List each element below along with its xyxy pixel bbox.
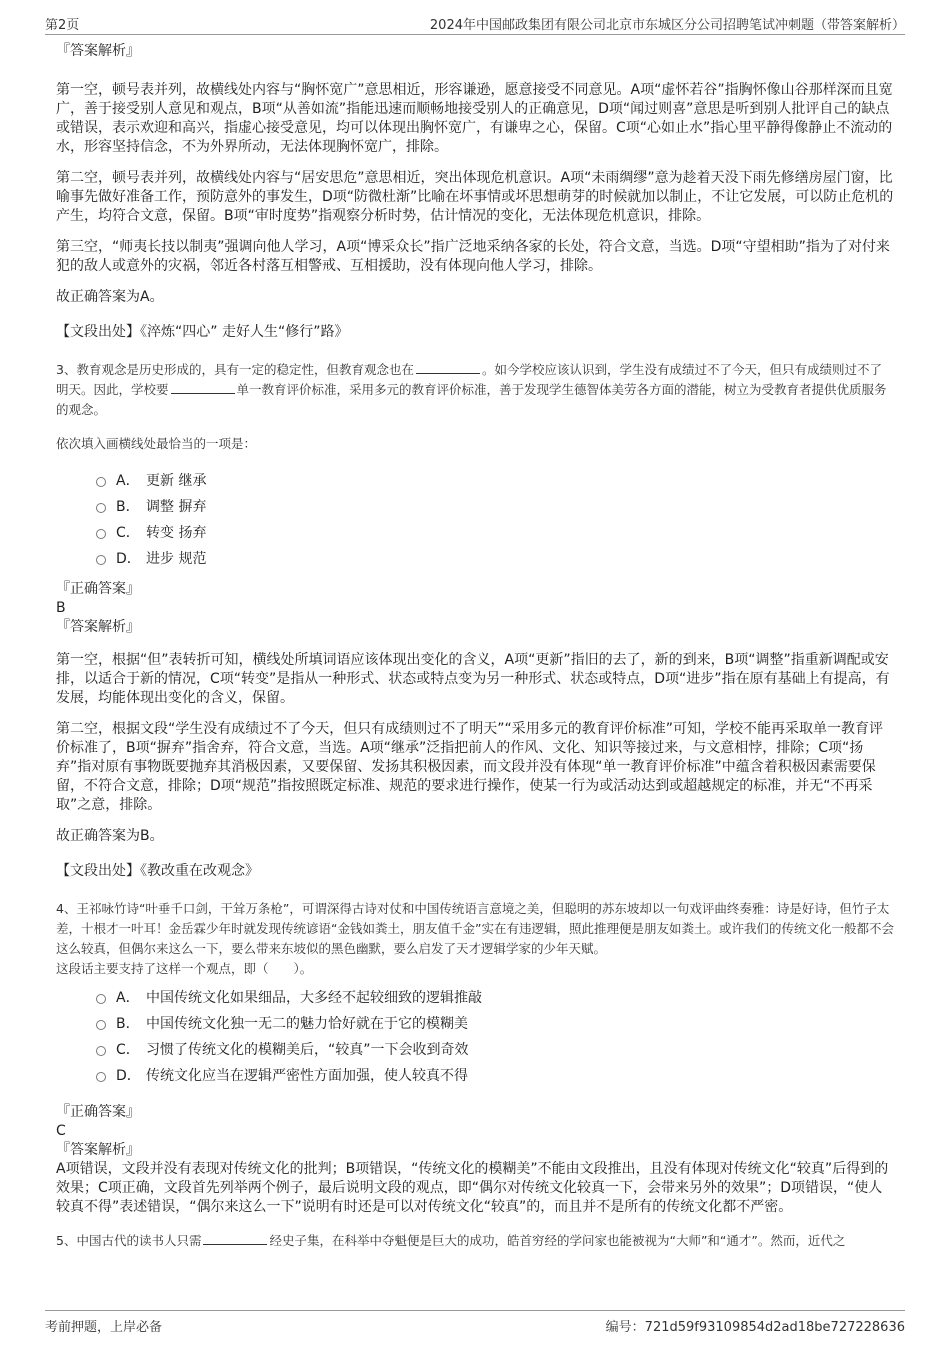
q2-conclusion: 故正确答案为A。 xyxy=(56,289,164,305)
q3-options xyxy=(56,468,894,572)
q2-source: 【文段出处】《淬炼“四心” 走好人生“修行”路》 xyxy=(56,324,349,340)
option-c[interactable]: C． 习惯了传统文化的模糊美后，“较真”一下会收到奇效 xyxy=(96,1037,894,1063)
option-d[interactable]: D． 传统文化应当在逻辑严密性方面加强，使人较真不得 xyxy=(96,1063,894,1089)
q3-conclusion: 故正确答案为B。 xyxy=(56,828,164,844)
radio-icon[interactable] xyxy=(96,503,106,513)
option-a[interactable]: A． 中国传统文化如果细品，大多经不起较细致的逻辑推敲 xyxy=(96,985,894,1011)
q3-analysis-p2: 第二空，根据文段“学生没有成绩过不了今天，但只有成绩则过不了明天”“采用多元的教育评价标准”可知，学校不能再采取单一教育评价标准了，B项“摒弃”指舍弃，符合文意，当选。A项“继承”泛指把前人的作风、文化、知识等接过来，与文意相悖，排除；C项“扬弃”指对原有事物既要抛弃其消极因素，又要保留、发扬其积极因素，而文段并没有体现“单一教育评价标准”中蕴含着积极因素需要保留，不符合文意，排除；D项“规范”指按照既定标准、规范的要求进行操作，使某一行为或活动达到或超越规定的标准，并无“不再采取”之意，排除。 xyxy=(56,721,884,813)
analysis-label: 『答案解析』 xyxy=(56,43,140,59)
q3-stem-part-a: 3、教育观念是历史形成的，具有一定的稳定性，但教育观念也在 xyxy=(56,362,414,377)
q4-prompt: 这段话主要支持了这样一个观点，即（ ）。 xyxy=(56,961,313,976)
page-header xyxy=(45,12,905,35)
correct-answer-label: 『正确答案』 xyxy=(56,1104,140,1120)
radio-icon[interactable] xyxy=(96,1020,106,1030)
q2-analysis-p2: 第二空，顿号表并列，故横线处内容与“居安思危”意思相近，突出体现危机意识。A项“未雨绸缪”意为趁着天没下雨先修缮房屋门窗，比喻事先做好准备工作，预防意外的事发生，D项“防微杜渐”比喻在坏事情或坏思想萌芽的时候就加以制止，不让它发展，可以防止危机的产生，均符合文意，保留。B项“审时度势”指观察分析时势，估计情况的变化，无法体现危机意识，排除。 xyxy=(56,170,894,224)
q2-analysis-p3: 第三空，“师夷长技以制夷”强调向他人学习，A项“博采众长”指广泛地采纳各家的长处，符合文意，当选。D项“守望相助”指为了对付来犯的敌人或意外的灾祸，邻近各村落互相警戒、互相援助，没有体现向他人学习，排除。 xyxy=(56,239,890,274)
fill-blank xyxy=(203,1232,267,1245)
document-id: 编号：721d59f93109854d2ad18be727228636 xyxy=(605,1320,905,1335)
q3-analysis-p1: 第一空，根据“但”表转折可知，横线处所填词语应该体现出变化的含义，A项“更新”指旧的去了，新的到来，B项“调整”指重新调配或安排，以适合于新的情况，C项“转变”是指从一种形式、状态或特点变为另一种形式、状态或特点，D项“进步”指在原有基础上有提高，有发展，均能体现出变化的含义，保留。 xyxy=(56,652,890,706)
option-a[interactable]: A． 更新 继承 xyxy=(96,468,894,494)
q5-stem-part-a: 5、中国古代的读书人只需 xyxy=(56,1233,202,1248)
q4-analysis: A项错误，文段并没有表现对传统文化的批判；B项错误，“传统文化的模糊美”不能由文段推出，且没有体现对传统文化“较真”后得到的效果；C项正确，文段首先列举两个例子，最后说明文段的观点，即“偶尔对传统文化较真一下，会带来另外的效果”；D项错误，“使人较真不得”表述错误，“偶尔来这么一下”说明有时还是可以对传统文化“较真”的，而且并不是所有的传统文化都不严密。 xyxy=(56,1161,889,1215)
radio-icon[interactable] xyxy=(96,994,106,1004)
q5-stem xyxy=(56,1231,894,1251)
radio-icon[interactable] xyxy=(96,1072,106,1082)
document-body xyxy=(56,42,894,1251)
q2-analysis-p1: 第一空，顿号表并列，故横线处内容与“胸怀宽广”意思相近，形容谦逊，愿意接受不同意见。A项“虚怀若谷”指胸怀像山谷那样深而且宽广，善于接受别人意见和观点，B项“从善如流”指能迅速而顺畅地接受别人的正确意见，D项“闻过则喜”意思是听到别人批评自己的缺点或错误，表示欢迎和高兴，指虚心接受意见，均可以体现出胸怀宽广，有谦卑之心，保留。C项“心如止水”指心里平静得像静止不流动的水，形容坚持信念，不为外界所动，无法体现胸怀宽广，排除。 xyxy=(56,82,893,155)
analysis-label: 『答案解析』 xyxy=(56,1142,140,1158)
q3-stem-part-b: 。如今学校应该认识到，学生没有成绩过不了今天，但只有成绩则过不了明天。因此，学校要 xyxy=(56,362,882,397)
option-c[interactable]: C． 转变 扬弃 xyxy=(96,520,894,546)
page-footer xyxy=(45,1310,905,1335)
fill-blank xyxy=(171,381,235,394)
q3-stem-part-c: 单一教育评价标准，采用多元的教育评价标准，善于发现学生德智体美劳各方面的潜能，树立为受教育者提供优质服务的观念。 xyxy=(56,382,887,417)
footer-slogan: 考前押题，上岸必备 xyxy=(45,1320,163,1335)
option-b[interactable]: B． 调整 摒弃 xyxy=(96,494,894,520)
document-title: 2024年中国邮政集团有限公司北京市东城区分公司招聘笔试冲刺题（带答案解析） xyxy=(429,18,905,33)
option-d[interactable]: D． 进步 规范 xyxy=(96,546,894,572)
q3-stem xyxy=(56,360,894,420)
radio-icon[interactable] xyxy=(96,529,106,539)
correct-answer-label: 『正确答案』 xyxy=(56,581,140,597)
q4-options xyxy=(56,985,894,1089)
fill-blank xyxy=(416,361,480,374)
q4-stem: 4、王祁咏竹诗“叶垂千口剑，干耸万条枪”，可谓深得古诗对仗和中国传统语言意境之美，但聪明的苏东坡却以一句戏评曲终奏雅：诗是好诗，但竹子太差，十根才一叶耳！金岳霖少年时就发现传统谚语“金钱如粪土，朋友值千金”实在有违逻辑，照此推理便是朋友如粪土。或许我们的传统文化一般都不会这么较真，但偶尔来这么一下，要么带来东坡似的黑色幽默，要么启发了天才逻辑学家的少年天赋。 xyxy=(56,901,894,956)
q5-stem-part-b: 经史子集，在科举中夺魁便是巨大的成功，皓首穷经的学问家也能被视为“大师”和“通才”。然而，近代之 xyxy=(269,1233,846,1248)
radio-icon[interactable] xyxy=(96,1046,106,1056)
page-number: 第2页 xyxy=(45,18,80,33)
q3-prompt: 依次填入画横线处最恰当的一项是： xyxy=(56,436,257,451)
correct-answer: C xyxy=(56,1123,66,1139)
q3-source: 【文段出处】《教改重在改观念》 xyxy=(56,863,259,879)
analysis-label: 『答案解析』 xyxy=(56,619,140,635)
radio-icon[interactable] xyxy=(96,477,106,487)
option-b[interactable]: B． 中国传统文化独一无二的魅力恰好就在于它的模糊美 xyxy=(96,1011,894,1037)
correct-answer: B xyxy=(56,600,66,616)
radio-icon[interactable] xyxy=(96,555,106,565)
